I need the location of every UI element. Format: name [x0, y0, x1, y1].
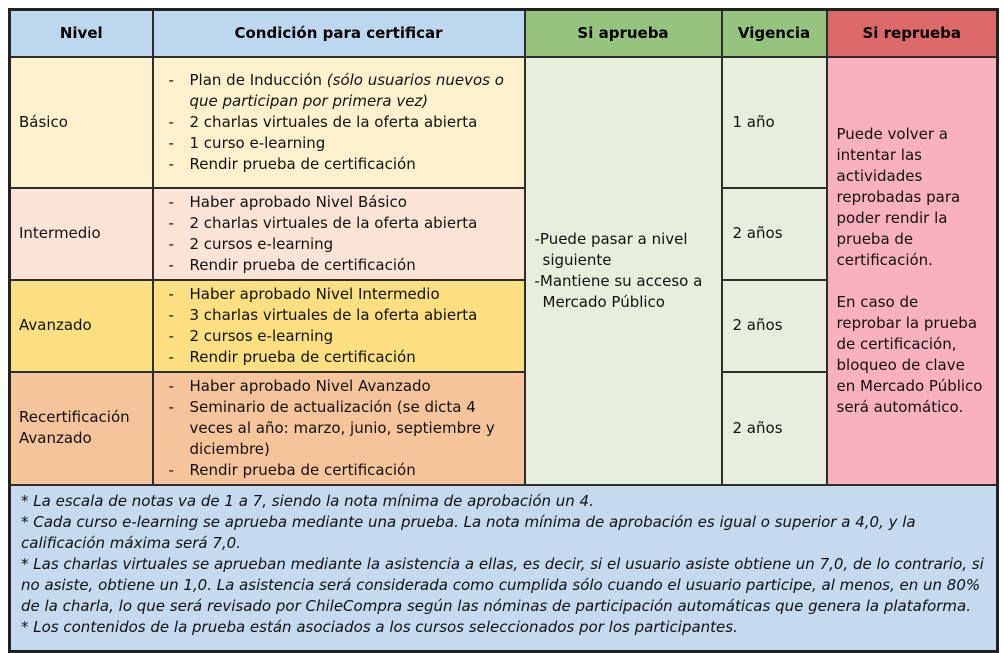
- bullet-dash: -: [168, 326, 174, 345]
- nivel-cell: Intermedio: [10, 188, 153, 280]
- bullet-dash: -: [168, 70, 174, 89]
- condition-text: Seminario de actualización (se dicta 4 veces al año: marzo, junio, septiembre y diciembre): [189, 397, 495, 458]
- condition-text: 2 cursos e-learning: [189, 234, 334, 253]
- si-aprueba-item: -Puede pasar a nivel siguiente: [534, 229, 688, 269]
- bullet-dash: -: [168, 347, 174, 366]
- vigencia-cell: 2 años: [722, 280, 827, 372]
- si-aprueba-cell: [525, 57, 722, 485]
- header-cell-condicion: Condición para certificar: [153, 10, 525, 57]
- condition-text: Haber aprobado Nivel Básico: [189, 192, 407, 211]
- condition-item: [158, 70, 520, 112]
- footnote-line: * Cada curso e-learning se aprueba mediante una prueba. La nota mínima de aprobación es igual o superior a 4,0, y la calificación máxima será 7,0.: [21, 512, 916, 552]
- condition-text: Rendir prueba de certificación: [189, 460, 416, 479]
- condition-item: [158, 154, 520, 175]
- table-header-row: [10, 10, 998, 57]
- si-reprueba-paragraph: Puede volver a intentar las actividades reprobadas para poder rendir la prueba de certificación.: [836, 124, 961, 269]
- table-body: [10, 57, 998, 485]
- nivel-cell: Avanzado: [10, 280, 153, 372]
- condition-text: Rendir prueba de certificación: [189, 255, 416, 274]
- header-cell-si-aprueba: Si aprueba: [525, 10, 722, 57]
- condition-text: 1 curso e-learning: [189, 133, 326, 152]
- certification-table: [8, 8, 999, 653]
- condition-text: Rendir prueba de certificación: [189, 154, 416, 173]
- footnote-line: * La escala de notas va de 1 a 7, siendo la nota mínima de aprobación un 4.: [21, 491, 594, 510]
- condiciones-cell: [153, 372, 525, 485]
- header-cell-vigencia: Vigencia: [722, 10, 827, 57]
- condition-text: 2 cursos e-learning: [189, 326, 334, 345]
- level-row: [10, 57, 998, 188]
- header-cell-si-reprueba: Si reprueba: [827, 10, 998, 57]
- bullet-dash: -: [168, 397, 174, 416]
- vigencia-cell: 1 año: [722, 57, 827, 188]
- bullet-dash: -: [168, 305, 174, 324]
- bullet-dash: -: [168, 255, 174, 274]
- condition-item: [158, 347, 520, 368]
- condition-item: [158, 397, 520, 460]
- nivel-cell: Recertificación Avanzado: [10, 372, 153, 485]
- condition-item: [158, 192, 520, 213]
- condiciones-cell: [153, 188, 525, 280]
- condiciones-cell: [153, 280, 525, 372]
- footnotes-row: [10, 485, 998, 652]
- si-aprueba-item: -Mantiene su acceso a Mercado Público: [534, 271, 703, 311]
- condition-text: Rendir prueba de certificación: [189, 347, 416, 366]
- vigencia-cell: 2 años: [722, 372, 827, 485]
- bullet-dash: -: [168, 213, 174, 232]
- condiciones-cell: [153, 57, 525, 188]
- condition-item: [158, 284, 520, 305]
- bullet-dash: -: [168, 234, 174, 253]
- condition-item: [158, 255, 520, 276]
- si-reprueba-paragraph: En caso de reprobar la prueba de certificación, bloqueo de clave en Mercado Público será automático.: [836, 292, 983, 416]
- footnotes-block: [10, 485, 998, 652]
- condition-item: [158, 234, 520, 255]
- condition-text: Haber aprobado Nivel Avanzado: [189, 376, 431, 395]
- footnote-line: * Las charlas virtuales se aprueban mediante la asistencia a ellas, es decir, si el usuario asiste obtiene un 7,0, de lo contrario, si no asiste, obtiene un 1,0. La asistencia será considerada como cumplida sólo cuando el usuario participe, al menos, en un 80% de la charla, lo que será revisado por ChileCompra según las nóminas de participación automáticas que genera la plataforma.: [21, 554, 984, 615]
- condition-item: [158, 305, 520, 326]
- condition-item: [158, 326, 520, 347]
- bullet-dash: -: [168, 154, 174, 173]
- bullet-dash: -: [168, 133, 174, 152]
- condition-item: [158, 112, 520, 133]
- condition-item: [158, 213, 520, 234]
- condition-text: 2 charlas virtuales de la oferta abierta: [189, 213, 478, 232]
- bullet-dash: -: [168, 192, 174, 211]
- bullet-dash: -: [168, 284, 174, 303]
- condition-text: Plan de Inducción (sólo usuarios nuevos o que participan por primera vez): [189, 70, 504, 110]
- si-reprueba-cell: [827, 57, 998, 485]
- bullet-dash: -: [168, 376, 174, 395]
- bullet-dash: -: [168, 460, 174, 479]
- header-cell-nivel: Nivel: [10, 10, 153, 57]
- condition-text: 2 charlas virtuales de la oferta abierta: [189, 112, 478, 131]
- bullet-dash: -: [168, 112, 174, 131]
- condition-item: [158, 376, 520, 397]
- condition-item: [158, 460, 520, 481]
- nivel-cell: Básico: [10, 57, 153, 188]
- condition-text: Haber aprobado Nivel Intermedio: [189, 284, 440, 303]
- condition-text: 3 charlas virtuales de la oferta abierta: [189, 305, 478, 324]
- footnote-line: * Los contenidos de la prueba están asociados a los cursos seleccionados por los participantes.: [21, 617, 738, 636]
- condition-item: [158, 133, 520, 154]
- vigencia-cell: 2 años: [722, 188, 827, 280]
